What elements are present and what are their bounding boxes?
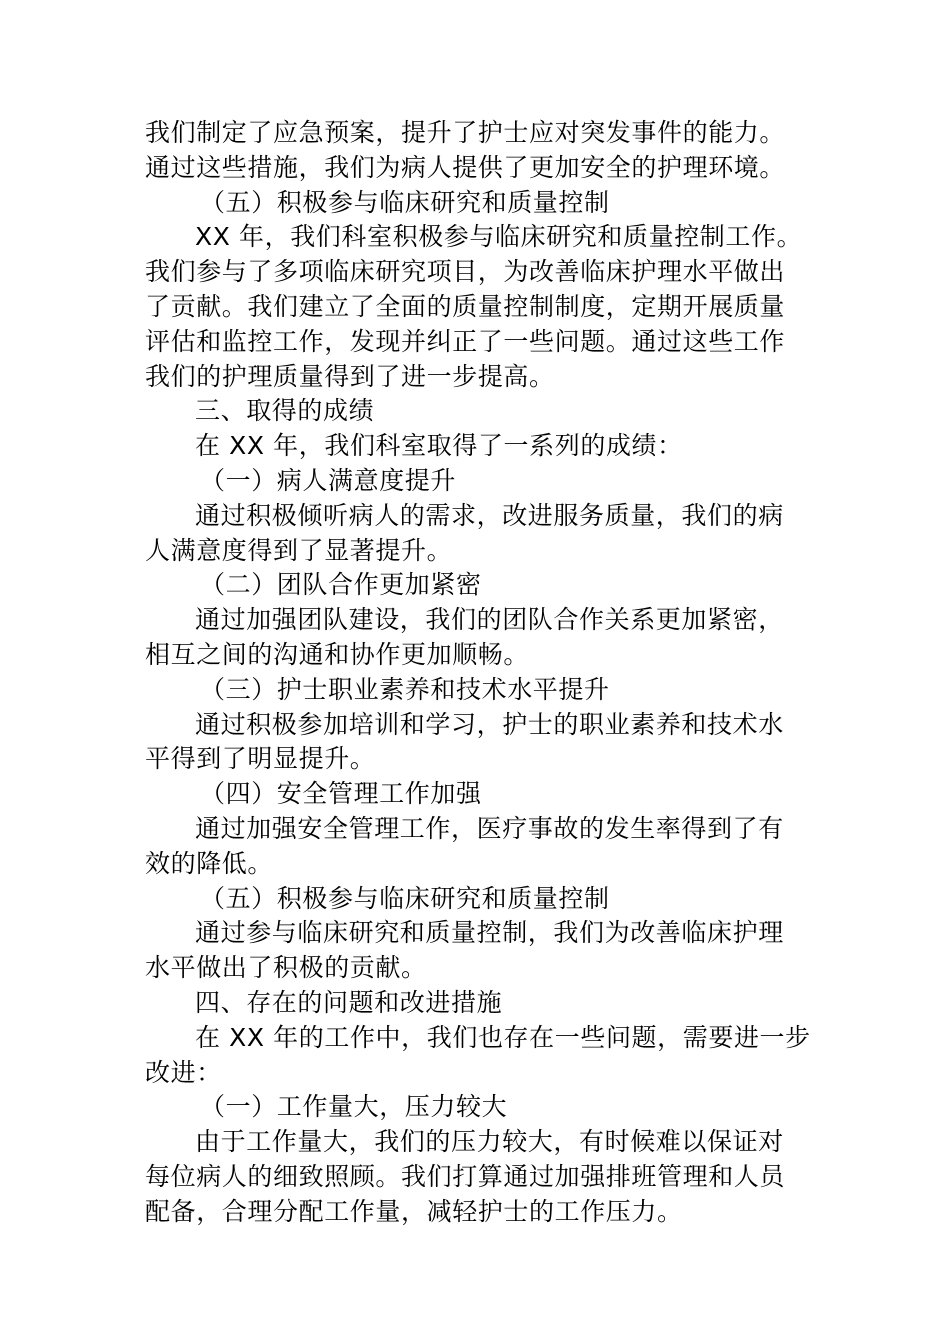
section-heading: 四、存在的问题和改进措施	[195, 987, 503, 1017]
paragraph-line: 相互之间的沟通和协作更加顺畅。	[145, 639, 530, 669]
paragraph-line: 通过积极倾听病人的需求，改进服务质量，我们的病	[195, 500, 784, 530]
paragraph-line: 通过这些措施，我们为病人提供了更加安全的护理环境。	[145, 152, 786, 182]
section-heading: 三、取得的成绩	[195, 396, 375, 426]
paragraph-line: 平得到了明显提升。	[145, 744, 376, 774]
paragraph-line: 水平做出了积极的贡献。	[145, 953, 427, 983]
paragraph-line: 通过参与临床研究和质量控制，我们为改善临床护理	[195, 918, 784, 948]
subsection-heading: （一）工作量大，压力较大	[200, 1092, 508, 1122]
subsection-heading: （五）积极参与临床研究和质量控制	[200, 883, 610, 913]
paragraph-line: 由于工作量大，我们的压力较大，有时候难以保证对	[195, 1127, 784, 1157]
paragraph-line: 效的降低。	[145, 848, 274, 878]
paragraph-line: 我们制定了应急预案，提升了护士应对突发事件的能力。	[145, 118, 786, 147]
paragraph-line: 通过加强安全管理工作，医疗事故的发生率得到了有	[195, 813, 784, 843]
paragraph-line: 通过加强团队建设，我们的团队合作关系更加紧密，	[195, 605, 784, 635]
paragraph-line: 通过积极参加培训和学习，护士的职业素养和技术水	[195, 709, 784, 739]
paragraph-line: 在 XX 年，我们科室取得了一系列的成绩：	[195, 431, 683, 461]
subsection-heading: （一）病人满意度提升	[200, 465, 457, 495]
subsection-heading: （二）团队合作更加紧密	[200, 570, 482, 600]
paragraph-line: 我们参与了多项临床研究项目，为改善临床护理水平做出	[145, 257, 786, 287]
paragraph-line: 每位病人的细致照顾。我们打算通过加强排班管理和人员	[145, 1161, 786, 1191]
document-page	[145, 116, 810, 1230]
section-heading: （五）积极参与临床研究和质量控制	[200, 187, 610, 217]
paragraph-line: 了贡献。我们建立了全面的质量控制制度，定期开展质量	[145, 291, 786, 321]
paragraph-line: 改进：	[145, 1057, 222, 1087]
paragraph-line: 我们的护理质量得到了进一步提高。	[145, 361, 555, 391]
subsection-heading: （四）安全管理工作加强	[200, 779, 482, 809]
paragraph-line: 在 XX 年的工作中，我们也存在一些问题，需要进一步	[195, 1022, 811, 1052]
subsection-heading: （三）护士职业素养和技术水平提升	[200, 674, 610, 704]
paragraph-line: 评估和监控工作，发现并纠正了一些问题。通过这些工作	[145, 326, 786, 356]
paragraph-line: 配备，合理分配工作量，减轻护士的工作压力。	[145, 1196, 683, 1226]
paragraph-line: 人满意度得到了显著提升。	[145, 535, 453, 565]
paragraph-line: XX 年，我们科室积极参与临床研究和质量控制工作。	[195, 222, 803, 252]
